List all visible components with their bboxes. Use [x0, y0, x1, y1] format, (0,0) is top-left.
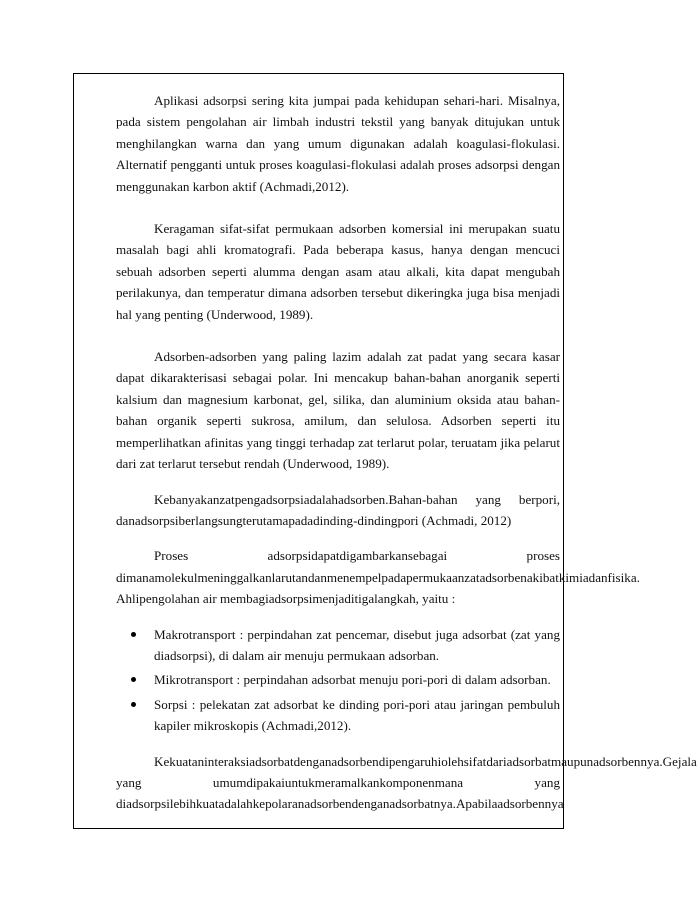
list-item [116, 624, 560, 667]
paragraph-adsorbent-surface-diversity: Keragaman sifat-sifat permukaan adsorben komersial ini merupakan suatu masalah bagi ahli kromatografi. Pada beberapa kasus, hanya dengan mencuci sebuah adsorben seperti alumma dengan asam atau alkali, kita dapat mengubah perilakunya, dan temperatur dimana adsorben tersebut dikeringka juga bisa menjadi hal yang penting (Underwood, 1989). [116, 221, 560, 322]
list-item-text: Sorpsi : pelekatan zat adsorbat ke dinding pori-pori atau jaringan pembuluh kapiler mikroskopis (Achmadi,2012). [154, 696, 560, 734]
adsorption-steps-list [116, 624, 560, 737]
list-item-text: Mikrotransport : perpindahan adsorbat menuju pori-pori di dalam adsorban. [154, 672, 551, 688]
list-item-text: Makrotransport : perpindahan zat pencemar, disebut juga adsorbat (zat yang diadsorpsi), di dalam air menuju permukaan adsorban. [154, 626, 560, 663]
paragraph-interaction-strength: Kekuataninteraksiadsorbatdenganadsorbendipengaruhiolehsifatdariadsorbatmaupunadsorbennya.Gejala yang umumdipakaiuntukmeramalkankomponenmana yang diadsorpsilebihkuatadalahkepolaranadsorbendenganadsorbatnya.Apabilaadsorbennya [116, 753, 697, 812]
paragraph-porous-materials: Kebanyakanzatpengadsorpsiadalahadsorben.Bahan-bahan yang berpori, danadsorpsiberlangsungterutamapadadinding-dindingpori (Achmadi, 2012) [116, 491, 560, 528]
document-body [116, 90, 697, 815]
bullet-icon [131, 702, 136, 707]
paragraph-adsorption-applications: Aplikasi adsorpsi sering kita jumpai pada kehidupan sehari-hari. Misalnya, pada sistem pengolahan air limbah industri tekstil yang banyak ditujukan untuk menghilangkan warna dan yang umum digunakan adalah koagulasi-flokulasi. Alternatif pengganti untuk proses koagulasi-flokulasi adalah proses adsorpsi dengan menggunakan karbon aktif (Achmadi,2012). [116, 93, 560, 194]
bullet-icon [131, 677, 136, 682]
paragraph-adsorption-process: Proses adsorpsidapatdigambarkansebagai proses dimanamolekulmeninggalkanlarutandanmenempelpadapermukaanzatadsorbenakibatkimiadanfisika. Ahlipengolahan air membagiadsorpsimenjaditigalangkah, yaitu : [116, 548, 640, 607]
bullet-icon [131, 632, 136, 637]
paragraph-polar-adsorbents: Adsorben-adsorben yang paling lazim adalah zat padat yang secara kasar dapat dikarakterisasi sebagai polar. Ini mencakup bahan-bahan anorganik seperti kalsium dan magnesium karbonat, gel, silika, dan aluminium oksida atau bahan-bahan organik seperti sukrosa, amilum, dan selulosa. Adsorben seperti itu memperlihatkan afinitas yang tinggi terhadap zat terlarut polar, teruatam jika pelarut dari zat terlarut tersebut rendah (Underwood, 1989). [116, 349, 560, 472]
list-item [116, 669, 560, 690]
list-item [116, 694, 560, 737]
